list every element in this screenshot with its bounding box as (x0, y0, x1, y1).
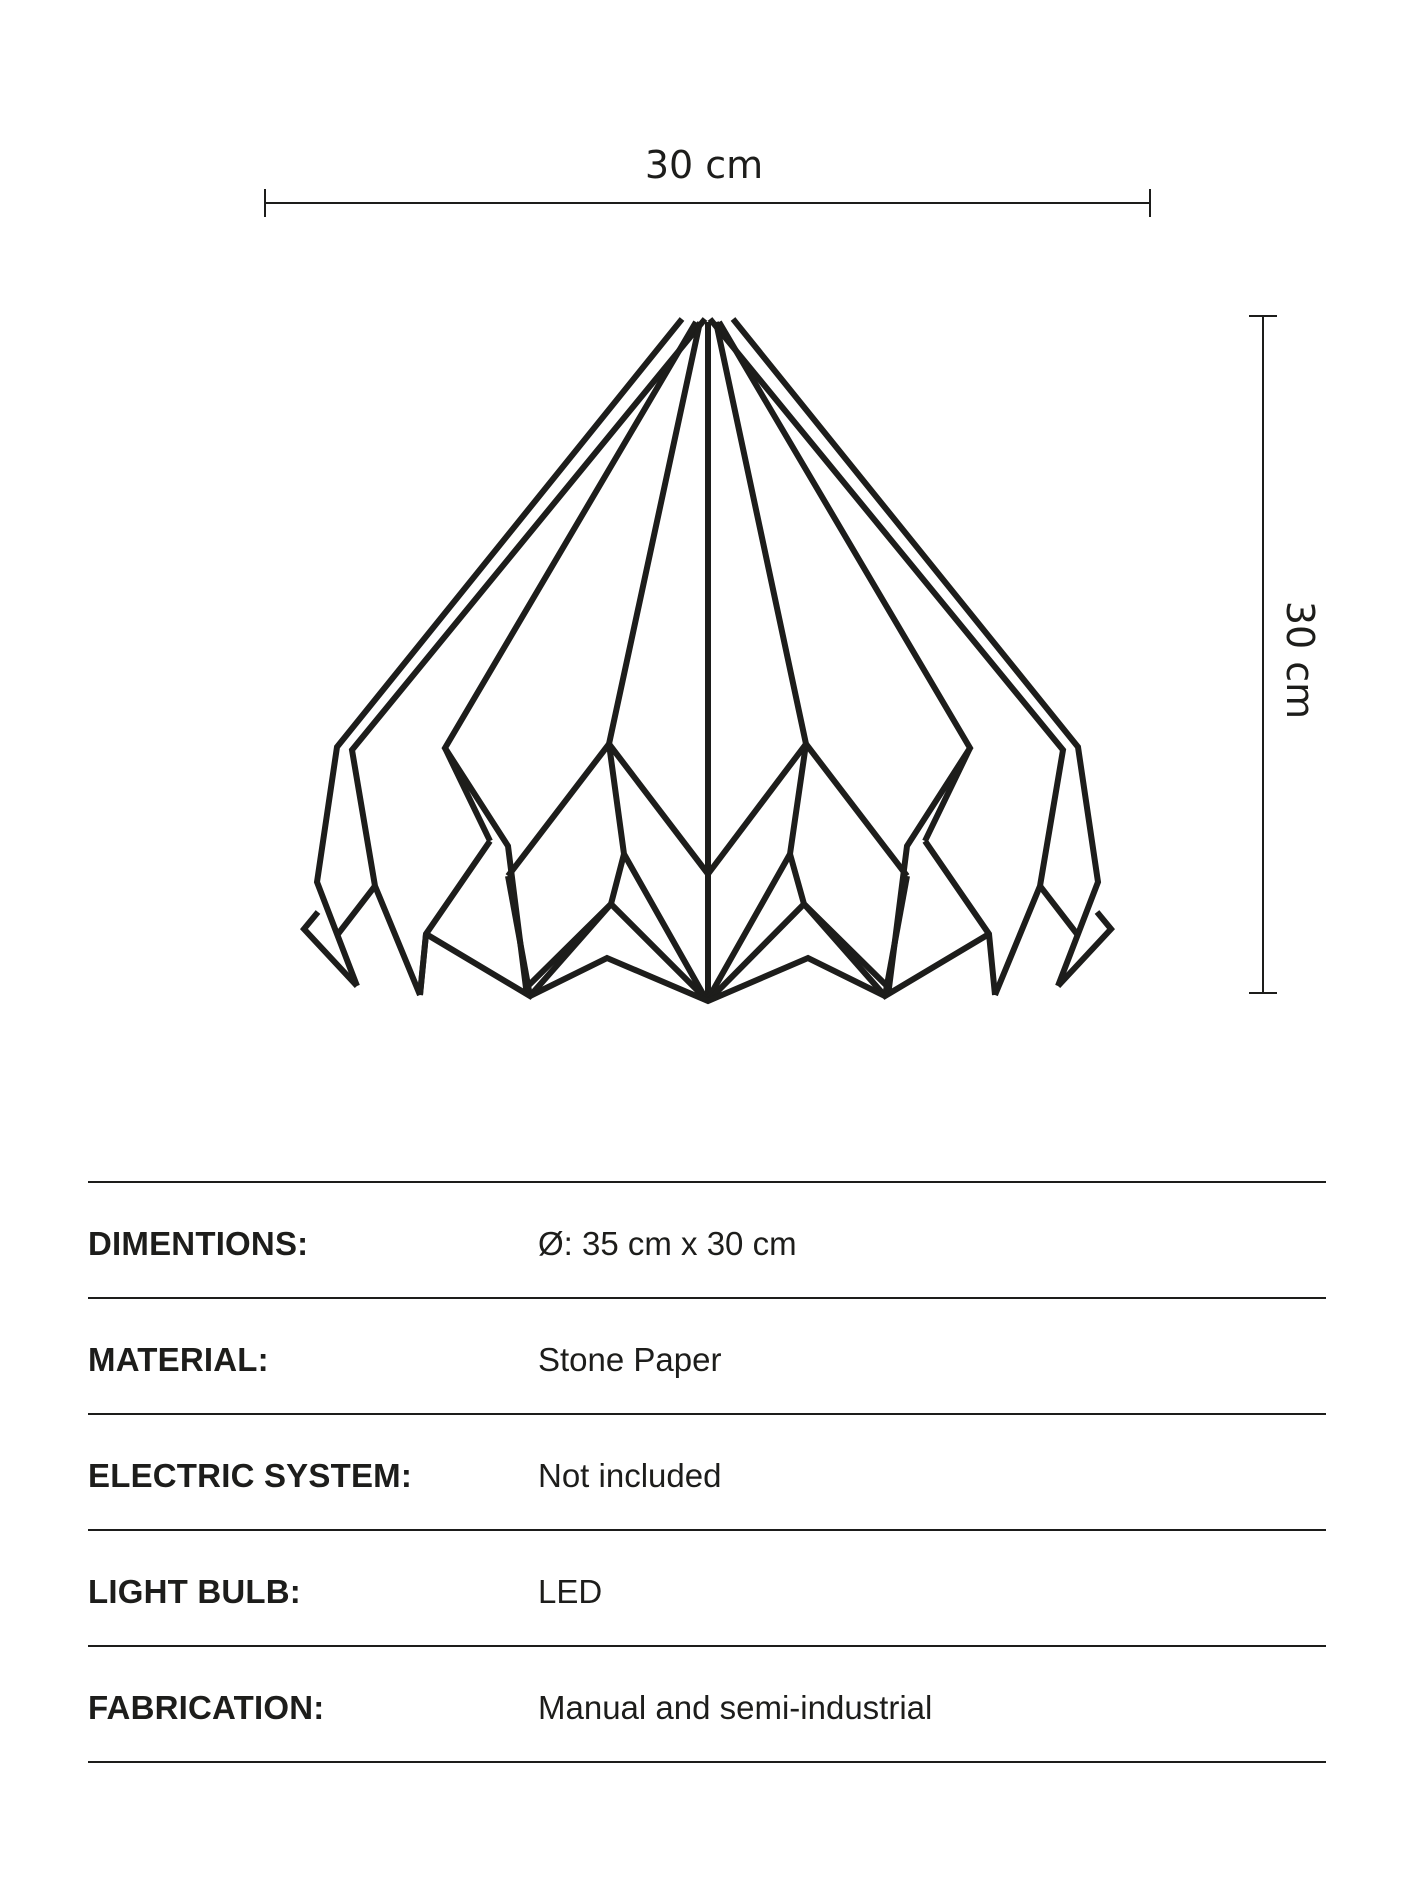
height-dimension-label: 30 cm (1278, 600, 1322, 720)
spec-label: MATERIAL: (88, 1341, 269, 1378)
spec-value: Not included (538, 1457, 722, 1494)
spec-label: DIMENTIONS: (88, 1225, 309, 1262)
spec-row-electric-system (88, 1415, 1326, 1531)
spec-label: ELECTRIC SYSTEM: (88, 1457, 413, 1494)
width-dimension (265, 143, 1150, 217)
spec-row-dimensions (88, 1183, 1326, 1299)
spec-row-material (88, 1299, 1326, 1415)
spec-row-light-bulb (88, 1531, 1326, 1647)
spec-label: FABRICATION: (88, 1689, 325, 1726)
spec-value: LED (538, 1573, 603, 1610)
height-dimension (1249, 316, 1322, 993)
spec-value: Manual and semi-industrial (538, 1689, 933, 1726)
spec-label: LIGHT BULB: (88, 1573, 301, 1610)
origami-lampshade-drawing (304, 319, 1111, 1001)
spec-value: Ø: 35 cm x 30 cm (538, 1225, 797, 1262)
specifications-table (88, 1181, 1326, 1763)
spec-row-fabrication (88, 1647, 1326, 1763)
width-dimension-label: 30 cm (644, 143, 764, 187)
spec-value: Stone Paper (538, 1341, 722, 1378)
